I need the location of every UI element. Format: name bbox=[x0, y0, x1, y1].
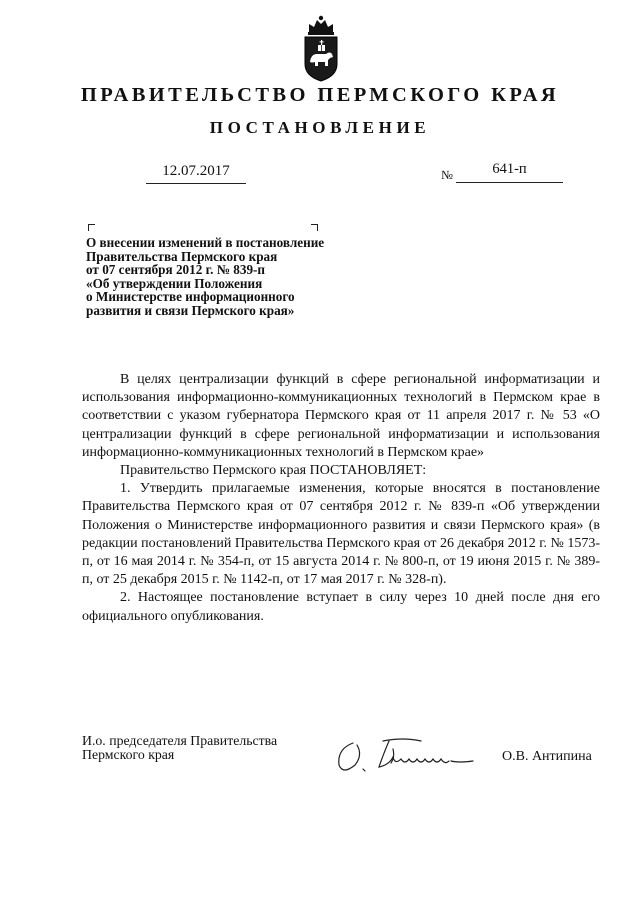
body-paragraph-item-1: 1. Утвердить прилагаемые изменения, которые вносятся в постановление Правительства Пермского края от 07 сентября 2012 г. № 839-п «Об утверждении Положения о Министерстве информационного развития и связи Пермского края» (в редакции постановлений Правительства Пермского края от 26 декабря 2012 г. № 1573-п, от 16 мая 2014 г. № 354-п, от 15 августа 2014 г. № 800-п, от 19 июня 2015 г. № 389-п, от 25 декабря 2015 г. № 1142-п, от 17 мая 2017 г. № 328-п). bbox=[82, 481, 600, 588]
subject-line: о Министерстве информационного bbox=[86, 289, 295, 305]
signatory-title-line: Пермского края bbox=[82, 747, 175, 762]
subject-line: развития и связи Пермского края» bbox=[86, 302, 295, 318]
document-type: ПОСТАНОВЛЕНИЕ bbox=[209, 118, 431, 137]
date-field bbox=[146, 163, 246, 184]
subject-corner-left bbox=[88, 224, 95, 231]
body-paragraph-preamble: В целях централизации функций в сфере региональной информатизации и использования информационно-коммуникационных технологий в Пермском крае в соответствии с указом губернатора Пермского края от 11 апреля 2017 г. № 53 «О централизации функций в сфере региональной информатизации и использования информационно-коммуникационных технологий в Пермском крае» bbox=[82, 372, 600, 460]
number-field bbox=[456, 161, 563, 183]
handwritten-signature-icon bbox=[333, 735, 498, 775]
signer-name: О.В. Антипина bbox=[502, 749, 592, 764]
body-paragraph-resolves: Правительство Пермского края ПОСТАНОВЛЯЕТ: bbox=[120, 463, 427, 479]
document-number: 641-п bbox=[492, 161, 527, 177]
subject-line: от 07 сентября 2012 г. № 839-п bbox=[86, 262, 266, 278]
document-date: 12.07.2017 bbox=[162, 163, 230, 179]
subject-line: «Об утверждении Положения bbox=[86, 275, 263, 291]
subject-line: О внесении изменений в постановление bbox=[86, 235, 325, 250]
subject-line: Правительства Пермского края bbox=[86, 248, 278, 264]
government-title: ПРАВИТЕЛЬСТВО ПЕРМСКОГО КРАЯ bbox=[80, 84, 560, 106]
coat-of-arms-icon bbox=[301, 14, 341, 82]
signatory-title-line: И.о. председателя Правительства bbox=[82, 733, 278, 748]
document-body bbox=[82, 371, 600, 626]
subject-corner-right bbox=[311, 224, 318, 231]
document-subject bbox=[86, 236, 361, 318]
number-sign: № bbox=[441, 168, 453, 182]
signatory-title bbox=[82, 734, 277, 762]
body-paragraph-item-2: 2. Настоящее постановление вступает в силу через 10 дней после дня его официального опубликования. bbox=[82, 590, 600, 624]
